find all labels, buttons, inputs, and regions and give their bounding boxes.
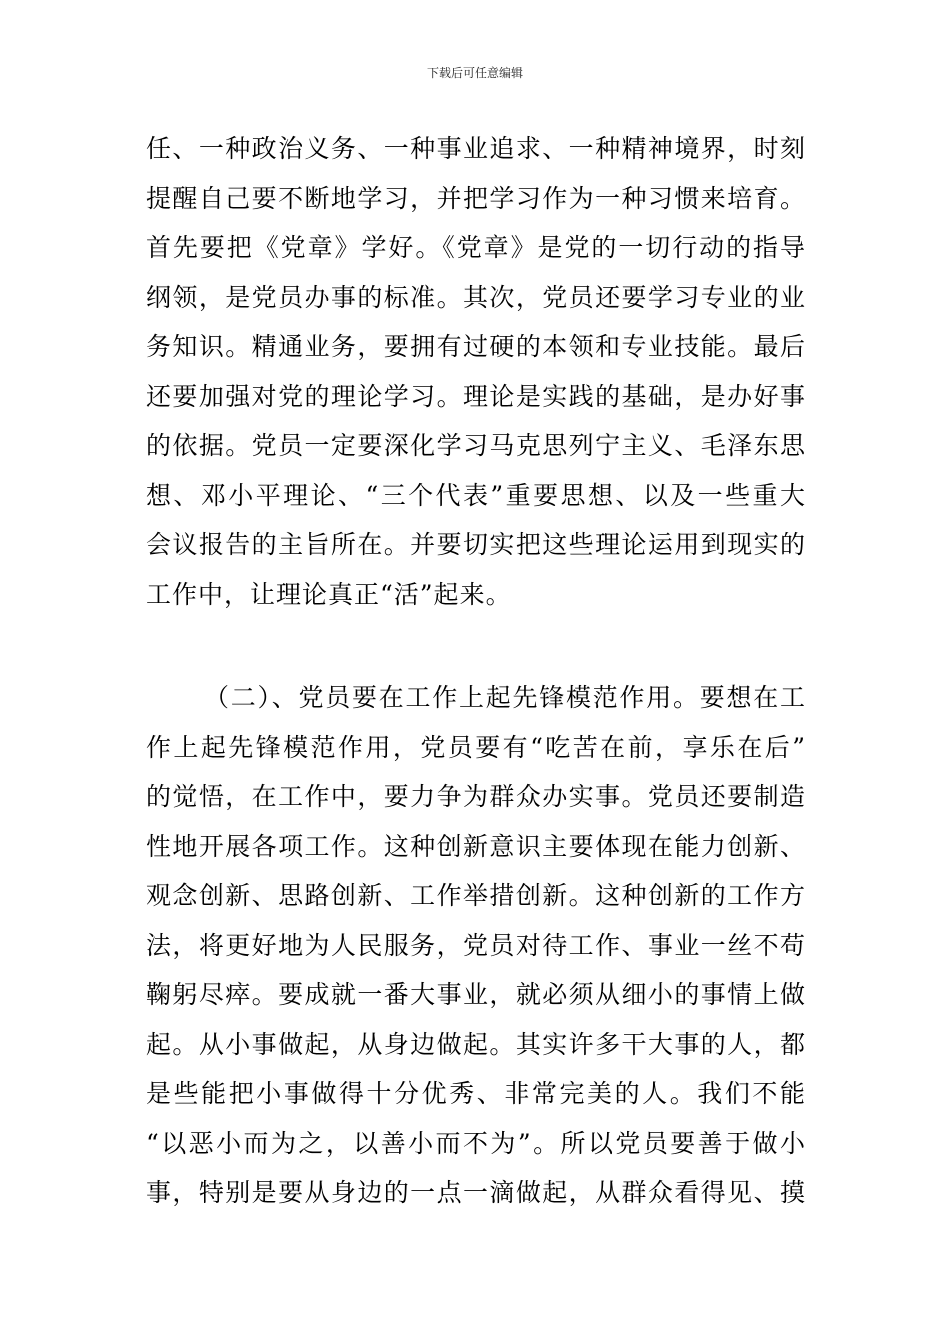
text-line: 的觉悟，在工作中，要力争为群众办实事。党员还要制造 — [146, 782, 806, 811]
text-line: 事，特别是要从身边的一点一滴做起，从群众看得见、摸 — [146, 1178, 806, 1207]
text-line: 起。从小事做起，从身边做起。其实许多干大事的人，都 — [146, 1029, 806, 1059]
paragraph-2 — [146, 673, 806, 1218]
text-line: 任、一种政治义务、一种事业追求、一种精神境界，时刻 — [146, 134, 806, 163]
paragraph-1 — [146, 124, 806, 619]
text-line: 纲领，是党员办事的标准。其次，党员还要学习专业的业 — [146, 282, 806, 312]
text-line: 观念创新、思路创新、工作举措创新。这种创新的工作方 — [146, 881, 806, 910]
text-line: 想、邓小平理论、“三个代表”重要思想、以及一些重大 — [146, 480, 806, 510]
text-line-last: 工作中，让理论真正“活”起来。 — [146, 579, 512, 609]
text-line: 首先要把《党章》学好。《党章》是党的一切行动的指导 — [146, 233, 806, 262]
text-line: 的依据。党员一定要深化学习马克思列宁主义、毛泽东思 — [146, 431, 806, 460]
text-line: 务知识。精通业务，要拥有过硬的本领和专业技能。最后 — [146, 332, 806, 361]
text-line: 还要加强对党的理论学习。理论是实践的基础，是办好事 — [146, 381, 806, 411]
text-line: 提醒自己要不断地学习，并把学习作为一种习惯来培育。 — [146, 183, 806, 213]
text-line: “以恶小而为之，以善小而不为”。所以党员要善于做小 — [146, 1128, 806, 1158]
text-line-indented: （二）、党员要在工作上起先锋模范作用。要想在工 — [204, 683, 806, 712]
text-line: 法，将更好地为人民服务，党员对待工作、事业一丝不苟 — [146, 930, 806, 960]
page-header: 下载后可任意编辑 — [426, 66, 523, 80]
text-line: 鞠躬尽瘁。要成就一番大事业，就必须从细小的事情上做 — [146, 980, 806, 1009]
text-line: 作上起先锋模范作用，党员要有“吃苦在前，享乐在后” — [146, 732, 806, 762]
text-line: 性地开展各项工作。这种创新意识主要体现在能力创新、 — [146, 831, 806, 861]
text-line: 是些能把小事做得十分优秀、非常完美的人。我们不能 — [146, 1079, 806, 1108]
text-line: 会议报告的主旨所在。并要切实把这些理论运用到现实的 — [146, 530, 806, 559]
